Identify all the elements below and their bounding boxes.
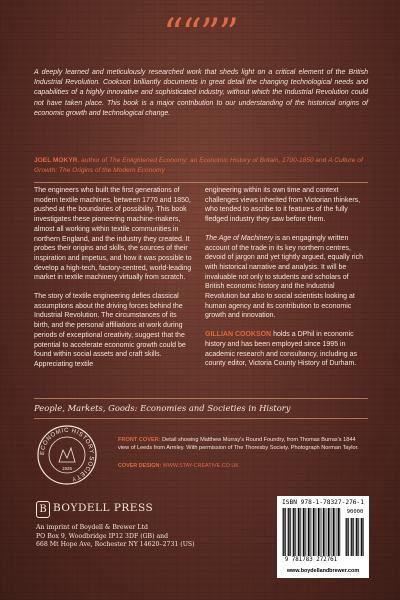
cover-design-label: COVER DESIGN:: [118, 463, 162, 469]
author-name: GILLIAN COOKSON: [205, 331, 272, 339]
boydell-logo-icon: B: [36, 501, 50, 518]
blurb-paragraph: The story of textile engineering defies classical assumptions about the driving forces behind the Industrial Revolution. The circumstances of its birth, and the personal affiliations at work during periods of exceptional creativity, suggest that the potential to accelerate economic growth could be found within social assets and craft skills. Appreciating textile: [34, 293, 186, 368]
endorsement: [34, 156, 368, 175]
divider-series: [34, 398, 368, 399]
isbn-label: ISBN 978-1-78327-276-1: [282, 499, 364, 506]
svg-text:ECONOMIC HISTORY SOCIETY: [40, 428, 94, 482]
endorser-book-2: A Culture of Growth: The Origins of the Modern Economy: [34, 157, 363, 174]
price-barcode-icon: [345, 518, 365, 556]
endorser-name: JOEL MOKYR: [34, 157, 78, 164]
seal-text: ECONOMIC HISTORY SOCIETY: [39, 427, 95, 482]
blurb-paragraph: The engineers who built the first generations of modern textile machines, between 1770 and 1850, pushed at the boundaries of possibility. This book investigates these pioneering machine-makers, almost all working within textile communities in northern England, and the industry they created. It probes their origins and skills, the sources of their inspiration and impetus, and how it was possible to develop a high-tech, factory-centred, world-leading market in textile machinery virtually from scratch.: [34, 187, 192, 282]
quote-mark-icon: ““””: [163, 11, 237, 57]
barcode-panel: [277, 496, 369, 578]
endorsement-intro: , author of: [77, 157, 110, 164]
price-code: 90000: [346, 509, 364, 515]
front-cover-credit: FRONT COVER: Detail showing Matthew Murray's Round Foundry, from Thomas Burras's 1844 view of Leeds from Armley. With permission of The Thoresby Society. Photograph Norman Taylor.: [118, 437, 359, 451]
seal-year: 1926: [61, 466, 73, 471]
publisher-imprint: [36, 524, 246, 550]
endorsement-and: and: [313, 157, 329, 164]
endorser-book-1: The Enlightened Economy: an Economic History of Britain, 1700-1850: [109, 157, 314, 164]
divider-bottom: [34, 418, 368, 419]
front-cover-label: FRONT COVER:: [118, 437, 161, 443]
imprint-line: PO Box 9, Woodbridge IP12 3DF (GB) and: [36, 532, 169, 540]
divider-top: [34, 182, 368, 183]
imprint-line: 668 Mt Hope Ave, Rochester NY 14620–2731 (US): [36, 541, 195, 549]
blurb-paragraph: engineering within its own time and context challenges views inherited from Victorian thinkers, who tended to ascribe to it features of the fully fledged industry they saw before them.: [205, 187, 361, 224]
cover-design-credit: COVER DESIGN: WWW.STAY-CREATIVE.CO.UK: [118, 463, 239, 469]
imprint-line: An imprint of Boydell & Brewer Ltd: [36, 524, 148, 531]
book-title-inline: The Age of Machinery: [205, 234, 274, 242]
barcode-icon: [282, 508, 342, 556]
series-title: People, Markets, Goods: Economies and Societies in History: [34, 403, 291, 413]
publisher-website: www.boydellandbrewer.com: [286, 568, 360, 574]
author-bio: GILLIAN COOKSON holds a DPhil in economic history and has been employed since 1995 in academic research and consultancy, including as county editor, Victoria County History of Durham.: [205, 331, 358, 368]
blurb-paragraph: The Age of Machinery is an engagingly written account of the trade in its key northern centres, devoid of jargon and yet tightly argued, equally rich with historical narrative and analysis. It will be invaluable not only to students and scholars of British economic history and the Industrial Revolution but also to social scientists looking at human agency and its contribution to economic growth and innovation.: [205, 234, 363, 320]
publisher-name: BOYDELL PRESS: [53, 502, 154, 514]
blurb-right-column: [205, 186, 367, 378]
economic-history-society-seal-icon: [36, 424, 98, 486]
barcode-number: 9 781783 272761: [284, 557, 338, 563]
praise-quote: A deeply learned and meticulously researched work that sheds light on a critical element of the British Industrial Revolution. Cookson brilliantly documents in great detail the changing technological needs and capabilities of a highly innovative and sophisticated industry, without which the Industrial Revolution could not have taken place. This book is a major contribution to our understanding of the historical origins of economic growth and technological change.: [34, 69, 368, 117]
blurb-left-column: [34, 186, 192, 379]
